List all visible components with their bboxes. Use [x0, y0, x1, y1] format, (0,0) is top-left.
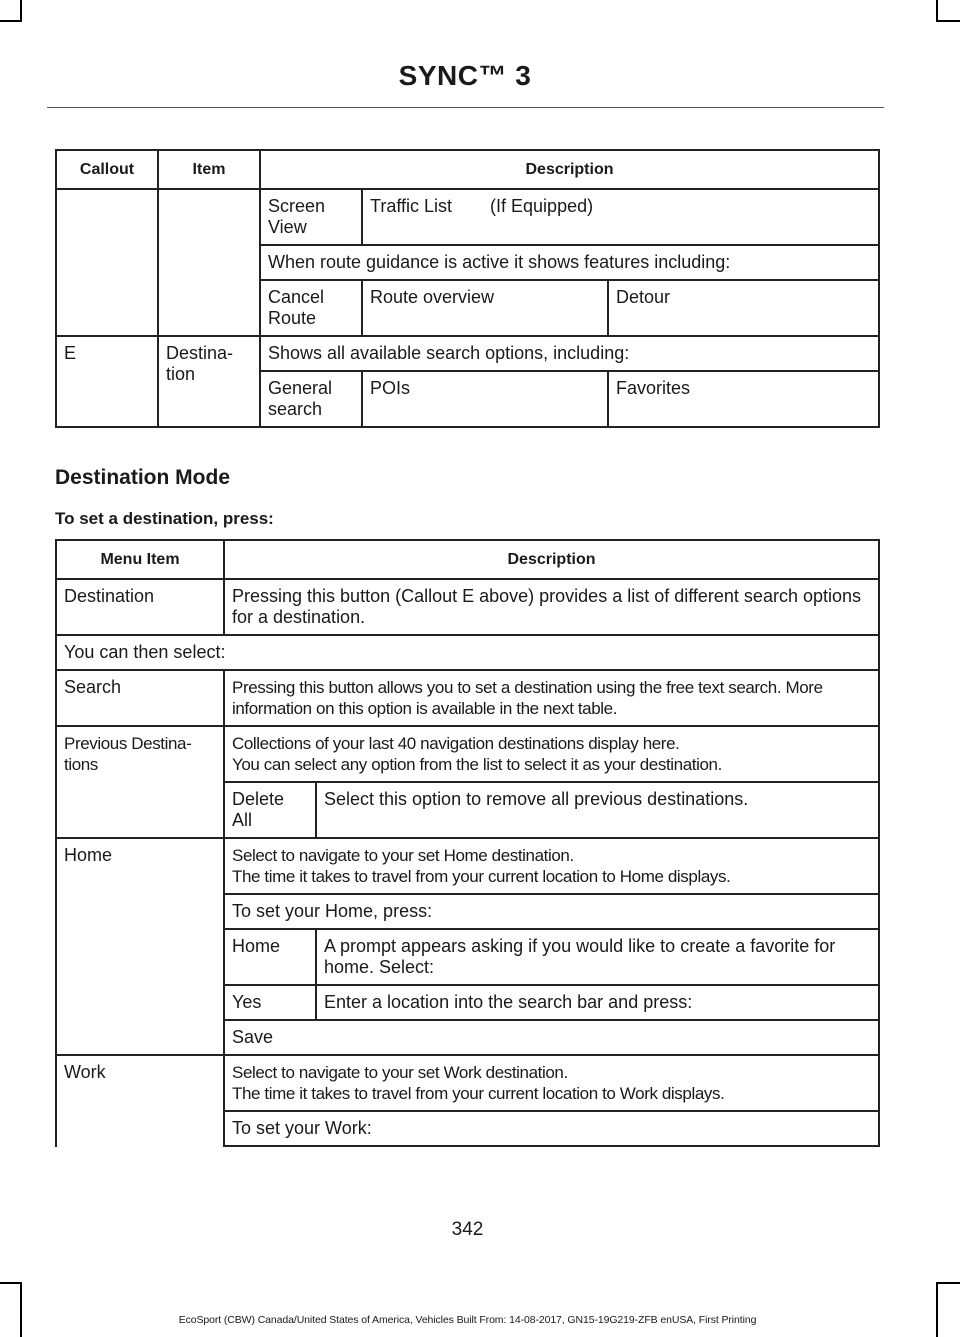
table-header-row [56, 540, 879, 579]
home-sub-label: Home [224, 929, 316, 985]
table-row [56, 726, 879, 782]
traffic-list-cell [362, 189, 879, 245]
favorites-label: Favorites [608, 371, 879, 427]
work-description-line-2: The time it takes to travel from your current location to Work displays. [232, 1084, 725, 1103]
table-row [56, 670, 879, 726]
pois-label: POIs [362, 371, 608, 427]
guidance-note: When route guidance is active it shows features including: [260, 245, 879, 280]
home-description-line-2: The time it takes to travel from your current location to Home displays. [232, 867, 731, 886]
section-subtitle: To set a destination, press: [55, 509, 274, 528]
screen-view-label: Screen View [260, 189, 362, 245]
home-description-line-1: Select to navigate to your set Home destination. [232, 846, 574, 865]
crop-mark [0, 20, 22, 22]
then-select-note: You can then select: [56, 635, 879, 670]
crop-mark [936, 1282, 938, 1337]
traffic-list-label: Traffic List [370, 196, 453, 216]
yes-description: Enter a location into the search bar and press: [316, 985, 879, 1020]
previous-description-line-2: You can select any option from the list to select it as your destination. [232, 755, 722, 774]
crop-mark [936, 0, 938, 22]
work-label: Work [56, 1055, 224, 1146]
destination-table [55, 539, 880, 1147]
column-header-description: Description [224, 540, 879, 579]
page-title: SYNC™ 3 [398, 60, 532, 91]
delete-all-description: Select this option to remove all previous destinations. [316, 782, 879, 838]
previous-destinations-label: Previous Destina-tions [56, 726, 224, 838]
home-sub-description: A prompt appears asking if you would like to create a favorite for home. Select: [316, 929, 879, 985]
cancel-route-label: Cancel Route [260, 280, 362, 336]
table-row [56, 189, 879, 245]
crop-mark [20, 1282, 22, 1337]
crop-mark [936, 20, 960, 22]
home-label: Home [56, 838, 224, 1055]
delete-all-label: Delete All [224, 782, 316, 838]
set-work-note: To set your Work: [224, 1111, 879, 1146]
destination-description: Pressing this button (Callout E above) provides a list of different search options for a destination. [224, 579, 879, 635]
title-divider [47, 107, 884, 108]
destination-item: Destina-tion [158, 336, 260, 427]
yes-label: Yes [224, 985, 316, 1020]
crop-mark [20, 0, 22, 22]
general-search-label: General search [260, 371, 362, 427]
table-header-row [56, 150, 879, 189]
crop-mark [936, 1282, 960, 1284]
if-equipped-label: (If Equipped) [490, 196, 594, 216]
column-header-callout: Callout [56, 150, 158, 189]
footer-text: EcoSport (CBW) Canada/United States of America, Vehicles Built From: 14-08-2017, GN15-19G219-ZFB enUSA, First Printing [178, 1314, 757, 1326]
column-header-item: Item [158, 150, 260, 189]
home-description [224, 838, 879, 894]
empty-item-cell [158, 189, 260, 336]
crop-mark [0, 1282, 22, 1284]
work-description [224, 1055, 879, 1111]
search-label: Search [56, 670, 224, 726]
column-header-description: Description [260, 150, 879, 189]
destination-label: Destination [56, 579, 224, 635]
table-row [56, 1055, 879, 1111]
table-row [56, 336, 879, 371]
search-options-note: Shows all available search options, including: [260, 336, 879, 371]
table-row [56, 579, 879, 635]
save-label: Save [224, 1020, 879, 1055]
previous-description-line-1: Collections of your last 40 navigation destinations display here. [232, 734, 680, 753]
page-number: 342 [451, 1219, 484, 1240]
section-title: Destination Mode [55, 466, 231, 489]
empty-callout-cell [56, 189, 158, 336]
work-description-line-1: Select to navigate to your set Work destination. [232, 1063, 568, 1082]
callout-e: E [56, 336, 158, 427]
callout-table [55, 149, 880, 428]
table-row [56, 838, 879, 894]
previous-destinations-description [224, 726, 879, 782]
detour-label: Detour [608, 280, 879, 336]
route-overview-label: Route overview [362, 280, 608, 336]
search-description: Pressing this button allows you to set a destination using the free text search. More information on this option is available in the next table. [224, 670, 879, 726]
set-home-note: To set your Home, press: [224, 894, 879, 929]
table-row [56, 635, 879, 670]
column-header-menu-item: Menu Item [56, 540, 224, 579]
